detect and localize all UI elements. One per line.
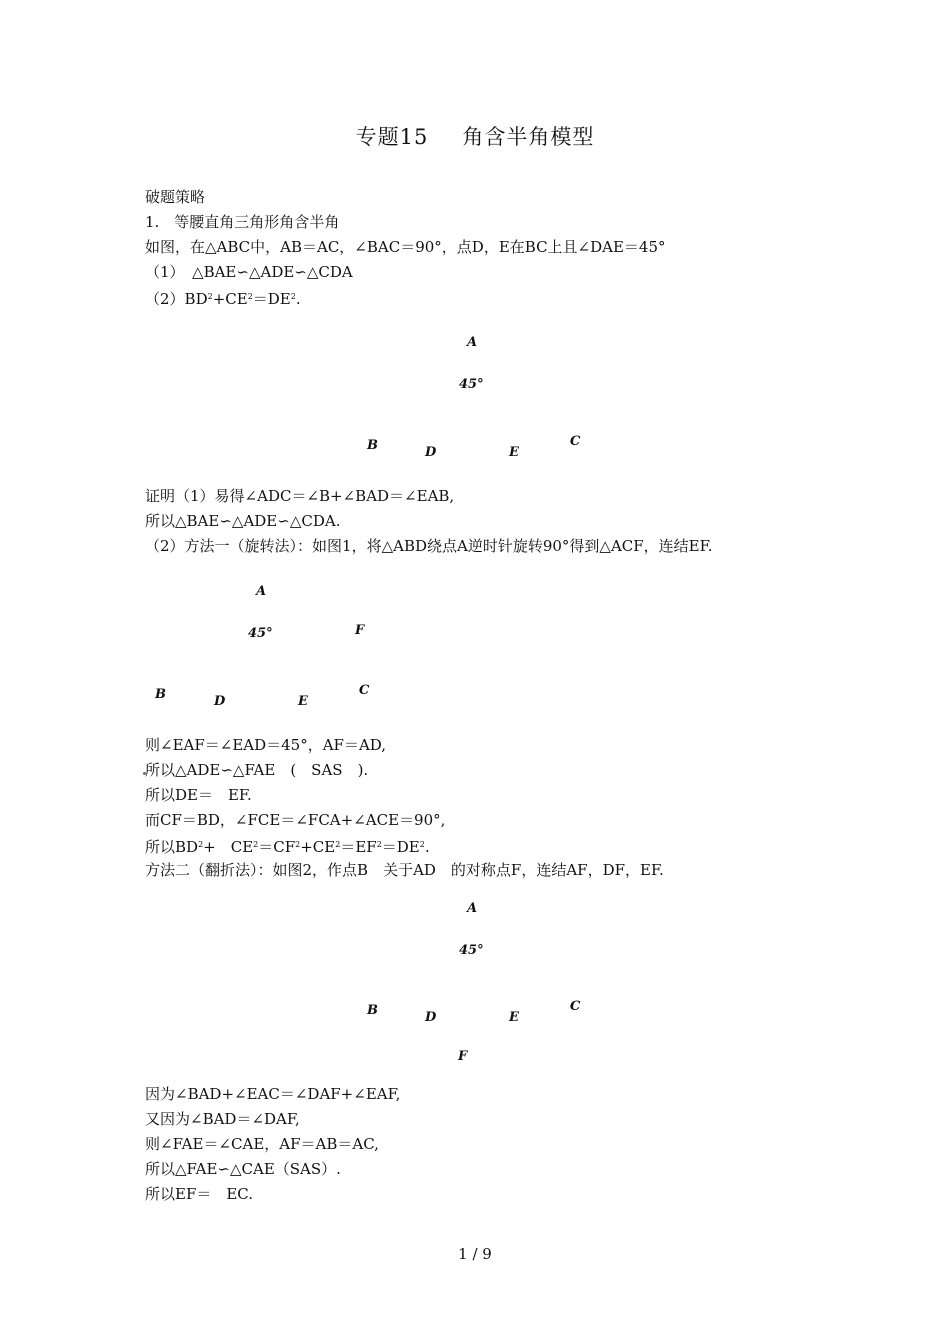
superscript: 2 [419, 840, 425, 849]
section-heading: 破题策略 [145, 188, 206, 206]
claim-2-part: . [295, 290, 301, 308]
item-heading: 1. 等腰直角三角形角含半角 [145, 213, 340, 231]
proof-line-2: 所以△BAE∽△ADE∽△CDA. [145, 512, 341, 530]
title-sub: 角含半角模型 [462, 125, 595, 149]
proof-line-8: 因为∠BAD+∠EAC＝∠DAF+∠EAF, [145, 1085, 401, 1103]
proof-part: ＝EF [340, 838, 377, 856]
superscript: 2 [253, 840, 259, 849]
title-main: 专题15 [355, 125, 429, 149]
proof-part: 所以BD [145, 838, 199, 856]
proof-line-7 [145, 835, 430, 857]
page-title [0, 121, 950, 151]
proof-line-4: 所以△ADE∽△FAE ( SAS ). [145, 761, 369, 779]
superscript: 2 [376, 840, 382, 849]
point-label-c: C [359, 683, 370, 698]
point-label-b: B [367, 1003, 378, 1018]
point-label-d: D [214, 694, 226, 709]
point-label-a: A [467, 901, 478, 916]
problem-statement: 如图，在△ABC中，AB＝AC，∠BAC＝90°，点D，E在BC上且∠DAE＝45° [145, 238, 666, 256]
proof-line-6: 而CF＝BD，∠FCE＝∠FCA+∠ACE＝90°, [145, 811, 446, 829]
proof-part: ＝DE [381, 838, 420, 856]
superscript: 2 [295, 840, 301, 849]
point-label-b: B [155, 687, 166, 702]
proof-line-3: 则∠EAF＝∠EAD＝45°，AF＝AD, [145, 736, 387, 754]
proof-part: +CE [300, 838, 336, 856]
angle-label: 45° [459, 943, 484, 958]
method-two: 方法二（翻折法）：如图2，作点B 关于AD 的对称点F，连结AF，DF，EF. [145, 861, 664, 879]
claim-1: （1） △BAE∽△ADE∽△CDA [145, 263, 353, 281]
superscript: 2 [198, 840, 204, 849]
superscript: 2 [290, 292, 296, 301]
point-label-a: A [467, 335, 478, 350]
proof-line-11: 所以△FAE∽△CAE（SAS）. [145, 1160, 341, 1178]
point-label-d: D [425, 1010, 437, 1025]
point-label-d: D [425, 445, 437, 460]
angle-label: 45° [248, 626, 273, 641]
proof-line-9: 又因为∠BAD＝∠DAF, [145, 1110, 300, 1128]
point-label-c: C [570, 999, 581, 1014]
proof-part: ＝CF [258, 838, 296, 856]
point-label-c: C [570, 434, 581, 449]
proof-line-5: 所以DE＝ EF. [145, 786, 252, 804]
point-label-e: E [509, 445, 519, 460]
point-label-e: E [298, 694, 308, 709]
superscript: 2 [335, 840, 341, 849]
page-number: 1 / 9 [458, 1245, 492, 1263]
claim-2-part: +CE [212, 290, 248, 308]
point-label-e: E [509, 1010, 519, 1025]
superscript: 2 [207, 292, 213, 301]
claim-2-part: （2）BD [145, 290, 208, 308]
proof-part: + CE [203, 838, 254, 856]
point-label-f: F [458, 1049, 468, 1064]
angle-label: 45° [459, 377, 484, 392]
superscript: 2 [247, 292, 253, 301]
proof-line-12: 所以EF＝ EC. [145, 1185, 254, 1203]
proof-line-10: 则∠FAE＝∠CAE，AF＝AB＝AC, [145, 1135, 379, 1153]
proof-part: . [424, 838, 430, 856]
point-label-f: F [355, 623, 365, 638]
method-one: （2）方法一（旋转法）：如图1，将△ABD绕点A逆时针旋转90°得到△ACF，连结EF. [145, 537, 713, 555]
proof-line-1: 证明（1）易得∠ADC＝∠B+∠BAD＝∠EAB, [145, 487, 455, 505]
claim-2 [145, 287, 301, 309]
claim-2-part: ＝DE [252, 290, 291, 308]
point-label-b: B [367, 438, 378, 453]
point-label-a: A [256, 584, 267, 599]
